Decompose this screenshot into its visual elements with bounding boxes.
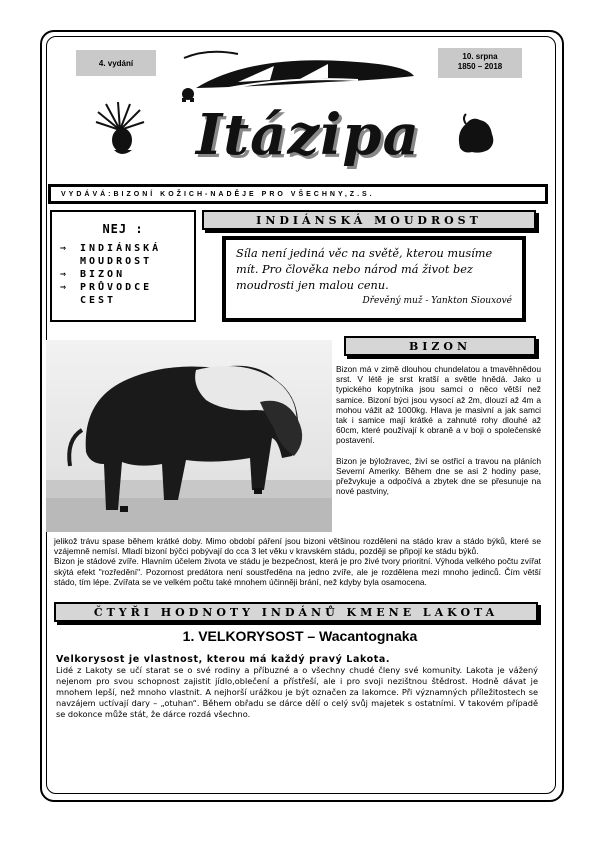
date-line: 10. srpna — [462, 52, 498, 61]
bizon-heading: BIZON — [344, 336, 536, 356]
arrow-icon: ⇒ — [60, 282, 67, 293]
lakota-paragraph: Lidé z Lakoty se učí starat se o své rodiny a příbuzné a o všechny chudé členy své komunity. Lakota je vážený nejenom pro svou schopnost zajistit jídlo,oblečení a přístřeší, ale i pro svoji nezištnou štědrost. Hodně dávat je mnohem lepší, než mnoho vlastnit. A nejhorší urážkou je být označen za lakomce. Při významných příležitostech se navzájem uctívají dary – „otuhan“. Během obřadu se dárce dělí o celý svůj majetek s ostatními. V takovém případě se dokonce může stát, že dárce rozdá všechno. — [56, 665, 538, 719]
lakota-subheading: 1. VELKORYSOST – Wacantognaka — [182, 628, 418, 644]
highlight-label: BIZON — [80, 269, 126, 280]
publisher-line: VYDÁVÁ:BIZONÍ KOŽICH-NADĚJE PRO VŠECHNY,Z.S. — [48, 184, 548, 204]
wisdom-quote-box — [222, 236, 526, 322]
highlight-item — [60, 268, 186, 281]
arrow-icon — [60, 255, 80, 268]
highlight-item — [60, 255, 186, 268]
highlight-label: PRŮVODCE — [80, 282, 153, 293]
arrow-icon: ⇒ — [60, 243, 67, 254]
arrow-icon: ⇒ — [60, 269, 67, 280]
bizon-column — [336, 364, 541, 496]
bizon-paragraph: Bizon je býložravec, živí se ostřicí a travou na pláních Severní Ameriky. Během dne se asi 2 hodiny pase, přežvykuje a odpočívá a zbytek dne se přesunuje na nové pastviny, — [336, 455, 541, 497]
quote-author: Dřevěný muž - Yankton Siouxové — [362, 296, 512, 306]
date-badge — [438, 48, 522, 78]
bizon-paragraph: Bizon je stádové zvíře. Hlavním účelem života ve stádu je bezpečnost, která je pro živé tvory prioritní. Výhoda velkého počtu zvířat skýtá efekt "rozředění". Pozornost predátora není soustředěna na jedno zvíře, ale je rozdělena mezi mnoho jedinců. Čím větší stádo, tím lépe. Zvířata se ve velkém počtu také mnohem účinněji brání, než kdyby byla osamocena. — [54, 556, 541, 587]
feather-decoration-icon — [178, 46, 418, 106]
wisdom-quote: Síla není jediná věc na světě, kterou musíme mít. Pro člověka nebo národ má život bez moudrosti jen malou cenu. — [236, 247, 493, 292]
edition-badge: 4. vydání — [76, 50, 156, 76]
highlight-label: INDIÁNSKÁ — [80, 243, 162, 254]
bizon-paragraph: Bizon má v zimě dlouhou chundelatou a tmavěhnědou srst. V létě je srst kratší a světle hnědá. Jako u typického kopytníka jsou samci o něco větší než samice. Bizoní býci jsou vysocí až 2m, dlouzí až 4m a mohou vážit až 1000kg. Hlava je masivní a jak samci tak i samice mají krátké a zahnuté rohy dlouhé až 60cm, které používají k obraně a v boji o společenské postavení. — [336, 364, 541, 446]
bizon-body-wide — [54, 536, 541, 587]
highlights-title: NEJ : — [102, 222, 144, 236]
bison-silhouette-icon — [450, 108, 500, 158]
highlight-item — [60, 242, 186, 255]
wisdom-heading: INDIÁNSKÁ MOUDROST — [202, 210, 536, 230]
highlights-box — [50, 210, 196, 322]
highlight-label: CEST — [80, 295, 117, 306]
lakota-first-line: Velkorysost je vlastnost, kterou má každý pravý Lakota. — [56, 654, 391, 665]
lakota-heading: ČTYŘI HODNOTY INDÁNŮ KMENE LAKOTA — [54, 602, 538, 622]
date-range: 1850 – 2018 — [457, 62, 503, 71]
chief-headdress-icon — [92, 100, 148, 158]
highlight-label: MOUDROST — [80, 256, 153, 267]
highlight-item — [60, 281, 186, 294]
lakota-body — [56, 654, 538, 720]
highlight-item — [60, 294, 186, 307]
newspaper-title: Itázipa — [196, 102, 420, 168]
bison-photo — [46, 340, 332, 532]
bizon-paragraph: jelikož trávu spase během krátké doby. Mimo období páření jsou bizoni většinou rozděleni na stádo krav a stádo býků, které se vzájemně nemísí. Mladí bizoní býčci pobývají do cca 3 let věku v kravském stádu, později se připojí ke stádu býků. — [54, 536, 541, 557]
arrow-icon — [60, 294, 80, 307]
